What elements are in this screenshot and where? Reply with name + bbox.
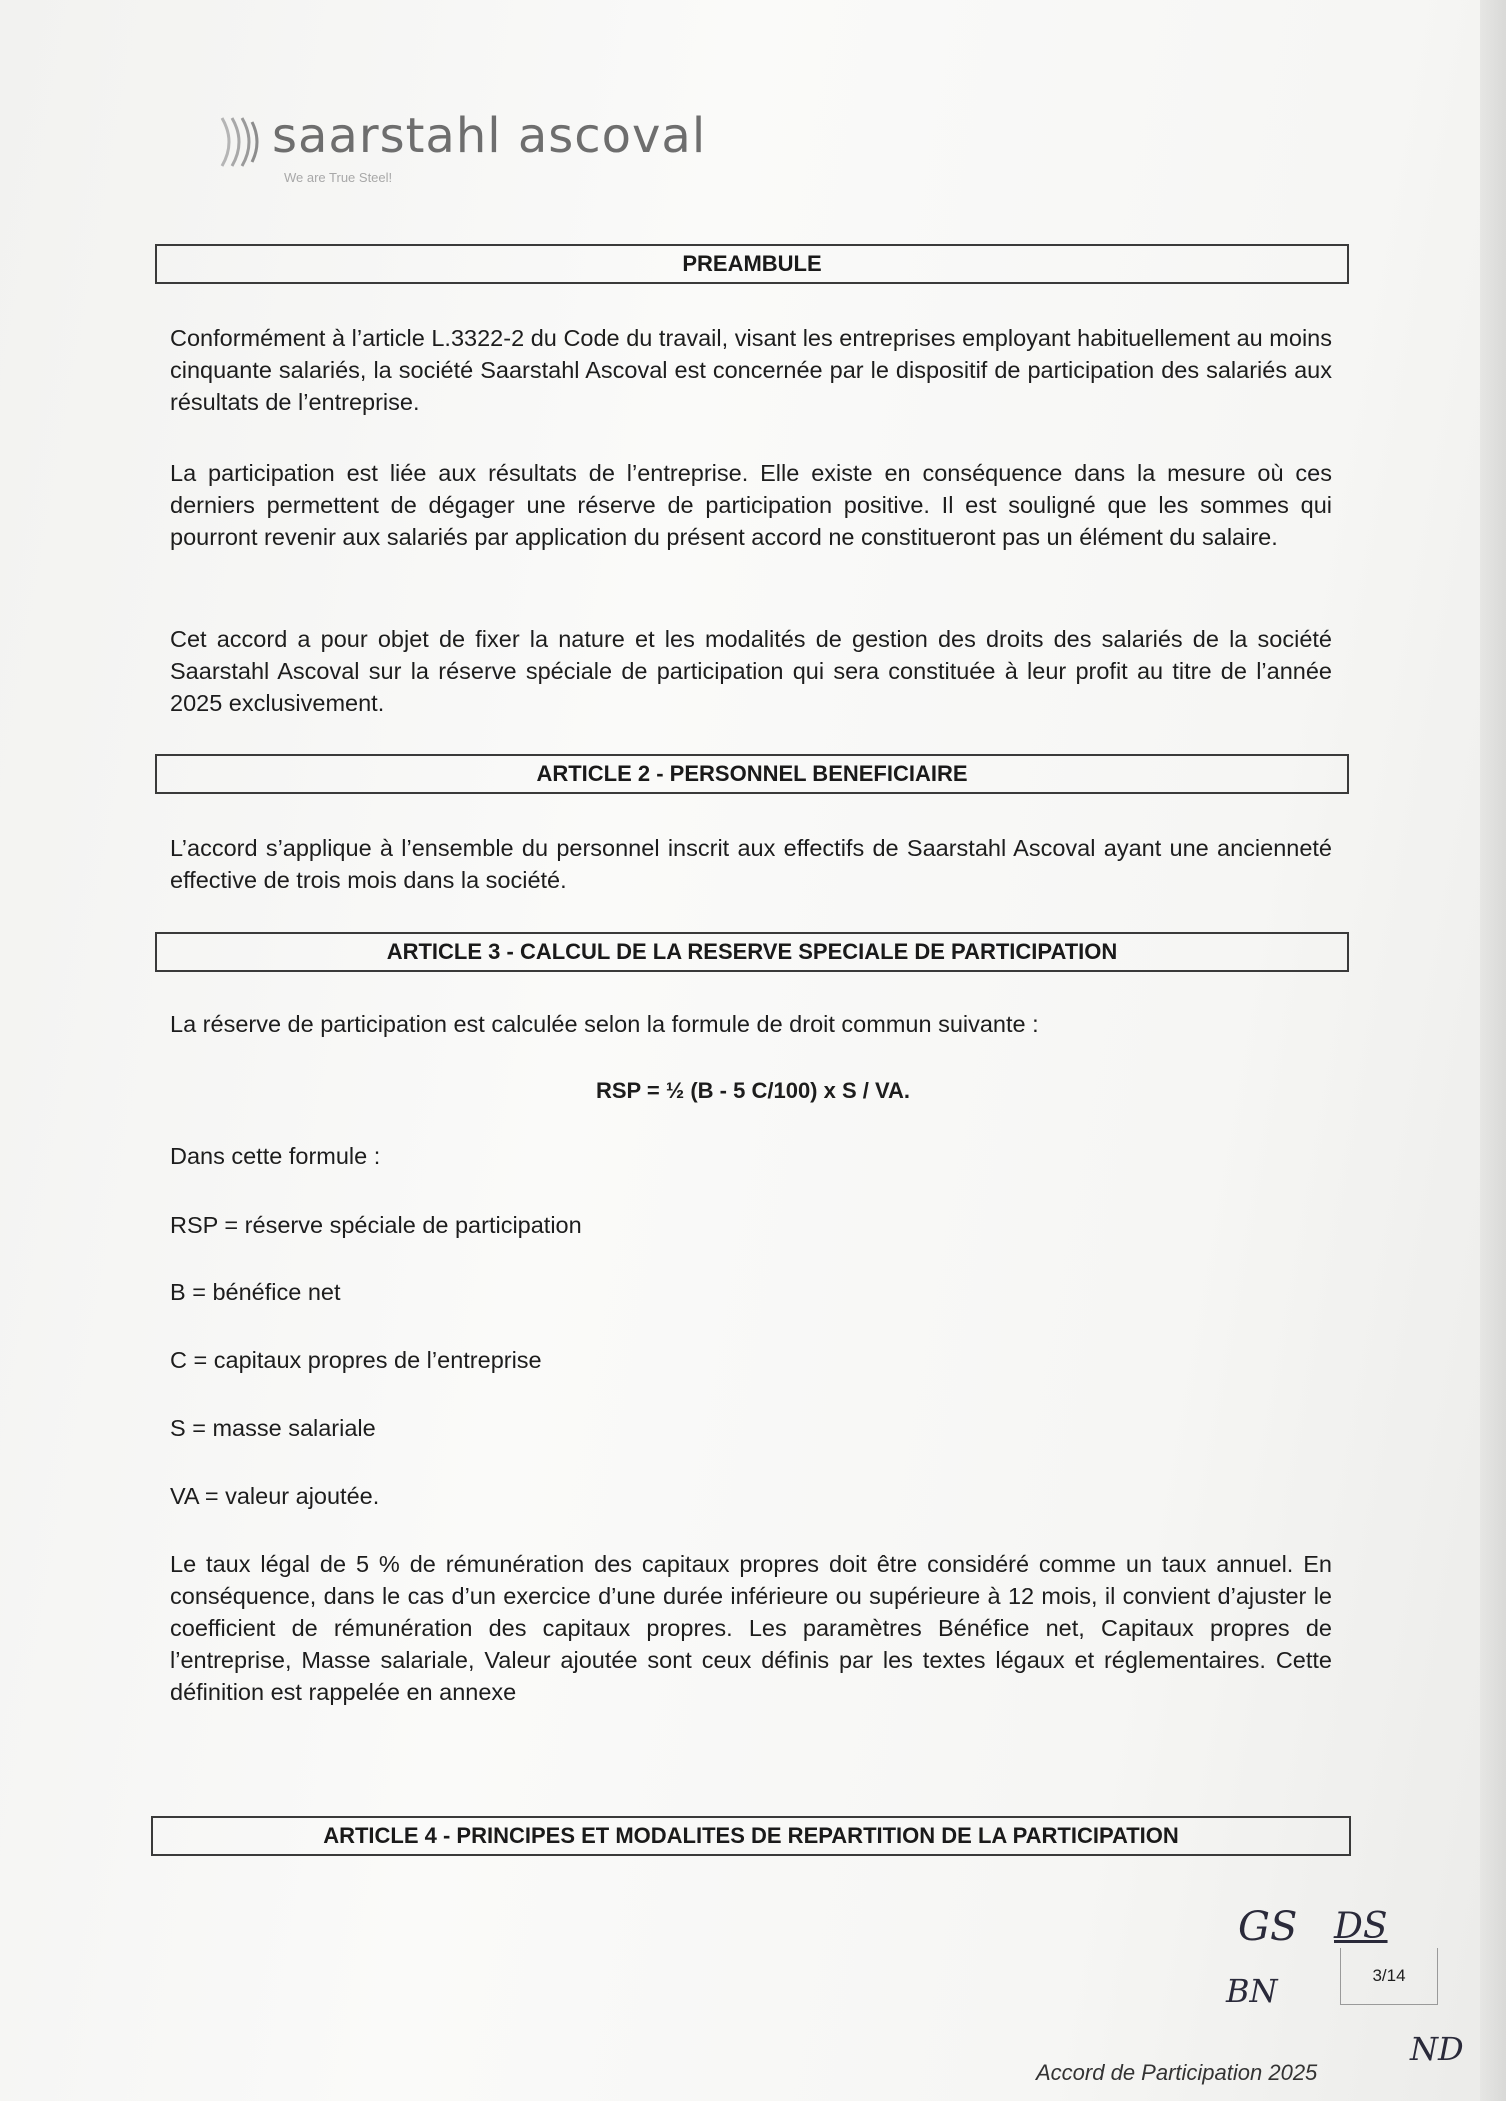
section-heading-text: PREAMBULE [682,251,822,276]
logo-waves-icon [218,112,268,172]
section-heading-text: ARTICLE 4 - PRINCIPES ET MODALITES DE REPARTITION DE LA PARTICIPATION [323,1823,1179,1848]
page-number: 3/14 [1340,1948,1438,2005]
section-heading-article-3 [155,932,1349,972]
preambule-paragraph-3: Cet accord a pour objet de fixer la nature et les modalités de gestion des droits des salariés de la société Saarstahl Ascoval sur la réserve spéciale de participation qui sera constituée à leur profit au titre de l’année 2025 exclusivement. [170,626,1332,716]
logo-tagline: We are True Steel! [284,170,393,185]
initials-nd: ND [1410,2030,1464,2068]
definition-b: B = bénéfice net [170,1279,341,1305]
section-heading-article-4 [151,1816,1351,1856]
definition-s: S = masse salariale [170,1415,376,1441]
initials-ds: DS [1334,1906,1388,1947]
initials-bn: BN [1226,1972,1278,2010]
logo-wordmark: saarstahl ascoval [272,108,707,164]
formula-intro: Dans cette formule : [170,1143,381,1169]
section-heading-text: ARTICLE 2 - PERSONNEL BENEFICIAIRE [536,761,968,786]
preambule-paragraph-2: La participation est liée aux résultats de l’entreprise. Elle existe en conséquence dans la mesure où ces derniers permettent de dégager une réserve de participation positive. Il est souligné que les sommes qui pourront revenir aux salariés par application du présent accord ne constitueront pas un élément du salaire. [170,460,1332,550]
definition-c: C = capitaux propres de l’entreprise [170,1347,542,1373]
definition-va: VA = valeur ajoutée. [170,1483,380,1509]
preambule-paragraph-1: Conformément à l’article L.3322-2 du Code du travail, visant les entreprises employant habituellement au moins cinquante salariés, la société Saarstahl Ascoval est concernée par le dispositif de participation des salariés aux résultats de l’entreprise. [170,325,1332,415]
participation-formula: RSP = ½ (B - 5 C/100) x S / VA. [595,1078,911,1103]
section-heading-text: ARTICLE 3 - CALCUL DE LA RESERVE SPECIALE DE PARTICIPATION [386,939,1118,964]
initials-gs: GS [1238,1904,1298,1950]
document-footer-title: Accord de Participation 2025 [1036,2060,1318,2085]
definition-rsp: RSP = réserve spéciale de participation [170,1212,582,1238]
section-heading-preambule [155,244,1349,284]
article-3-intro: La réserve de participation est calculée selon la formule de droit commun suivante : [170,1011,1039,1037]
article-3-closing: Le taux légal de 5 % de rémunération des capitaux propres doit être considéré comme un taux annuel. En conséquence, dans le cas d’un exercice d’une durée inférieure ou supérieure à 12 mois, il convient d’ajuster le coefficient de rémunération des capitaux propres. Les paramètres Bénéfice net, Capitaux propres de l’entreprise, Masse salariale, Valeur ajoutée sont ceux définis par les textes légaux et réglementaires. Cette définition est rappelée en annexe [170,1551,1332,1705]
section-heading-article-2 [155,754,1349,794]
article-2-paragraph: L’accord s’applique à l’ensemble du personnel inscrit aux effectifs de Saarstahl Ascoval ayant une ancienneté effective de trois mois dans la société. [170,835,1332,893]
page-shadow-edge [1480,0,1506,2101]
